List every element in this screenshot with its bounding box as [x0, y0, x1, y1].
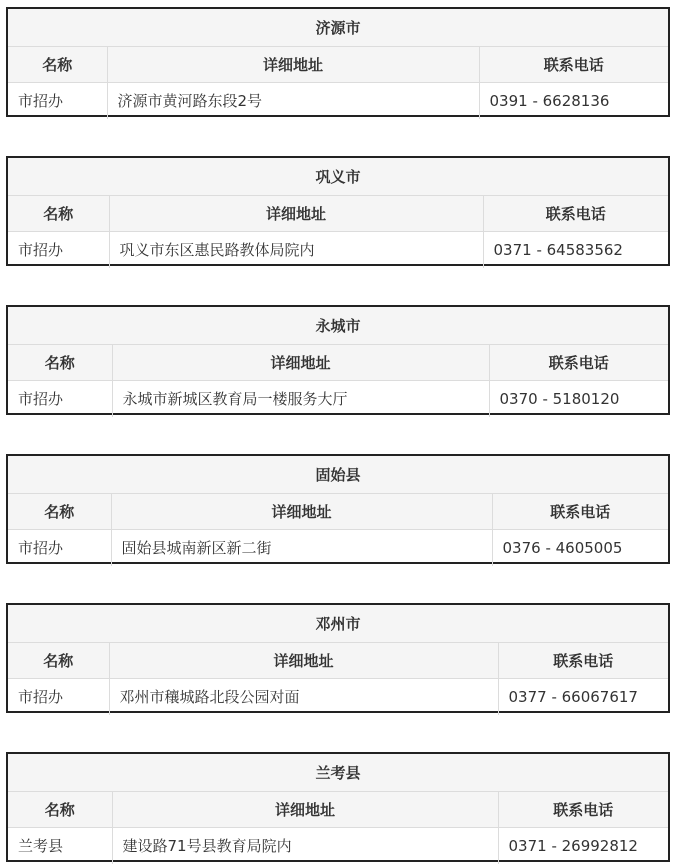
column-header-name: 名称 — [8, 642, 109, 678]
column-header-phone: 联系电话 — [492, 493, 668, 529]
table-row — [8, 231, 668, 268]
contact-table-jiyuan — [6, 7, 670, 117]
office-name-cell: 市招办 — [8, 529, 111, 566]
table-row — [8, 380, 668, 417]
address-cell: 固始县城南新区新二街 — [111, 529, 492, 566]
table-title: 邓州市 — [8, 605, 668, 642]
contact-table-gushi — [6, 454, 670, 564]
address-cell: 巩义市东区惠民路教体局院内 — [109, 231, 483, 268]
phone-cell: 0371 - 64583562 — [483, 231, 668, 268]
table-title: 固始县 — [8, 456, 668, 493]
table-row — [8, 529, 668, 566]
address-cell: 邓州市穰城路北段公园对面 — [109, 678, 498, 715]
contact-table-lankao — [6, 752, 670, 862]
column-header-phone: 联系电话 — [498, 642, 668, 678]
table-title: 巩义市 — [8, 158, 668, 195]
office-name-cell: 兰考县 — [8, 827, 112, 864]
column-header-address: 详细地址 — [109, 642, 498, 678]
column-header-address: 详细地址 — [112, 791, 498, 827]
phone-cell: 0371 - 26992812 — [498, 827, 668, 864]
office-name-cell: 市招办 — [8, 380, 112, 417]
office-name-cell: 市招办 — [8, 678, 109, 715]
address-cell: 济源市黄河路东段2号 — [107, 82, 479, 119]
column-header-phone: 联系电话 — [479, 46, 668, 82]
address-cell: 永城市新城区教育局一楼服务大厅 — [112, 380, 489, 417]
column-header-name: 名称 — [8, 493, 111, 529]
column-header-phone: 联系电话 — [489, 344, 668, 380]
table-title: 济源市 — [8, 9, 668, 46]
column-header-name: 名称 — [8, 791, 112, 827]
column-header-name: 名称 — [8, 46, 107, 82]
column-header-address: 详细地址 — [109, 195, 483, 231]
contact-table-yongcheng — [6, 305, 670, 415]
column-header-name: 名称 — [8, 344, 112, 380]
phone-cell: 0391 - 6628136 — [479, 82, 668, 119]
contact-table-dengzhou — [6, 603, 670, 713]
phone-cell: 0376 - 4605005 — [492, 529, 668, 566]
table-row — [8, 82, 668, 119]
table-row — [8, 827, 668, 864]
column-header-phone: 联系电话 — [498, 791, 668, 827]
column-header-address: 详细地址 — [111, 493, 492, 529]
office-name-cell: 市招办 — [8, 231, 109, 268]
column-header-name: 名称 — [8, 195, 109, 231]
column-header-address: 详细地址 — [112, 344, 489, 380]
phone-cell: 0370 - 5180120 — [489, 380, 668, 417]
column-header-phone: 联系电话 — [483, 195, 668, 231]
column-header-address: 详细地址 — [107, 46, 479, 82]
office-name-cell: 市招办 — [8, 82, 107, 119]
address-cell: 建设路71号县教育局院内 — [112, 827, 498, 864]
table-title: 永城市 — [8, 307, 668, 344]
contact-table-gongyi — [6, 156, 670, 266]
phone-cell: 0377 - 66067617 — [498, 678, 668, 715]
table-title: 兰考县 — [8, 754, 668, 791]
table-row — [8, 678, 668, 715]
